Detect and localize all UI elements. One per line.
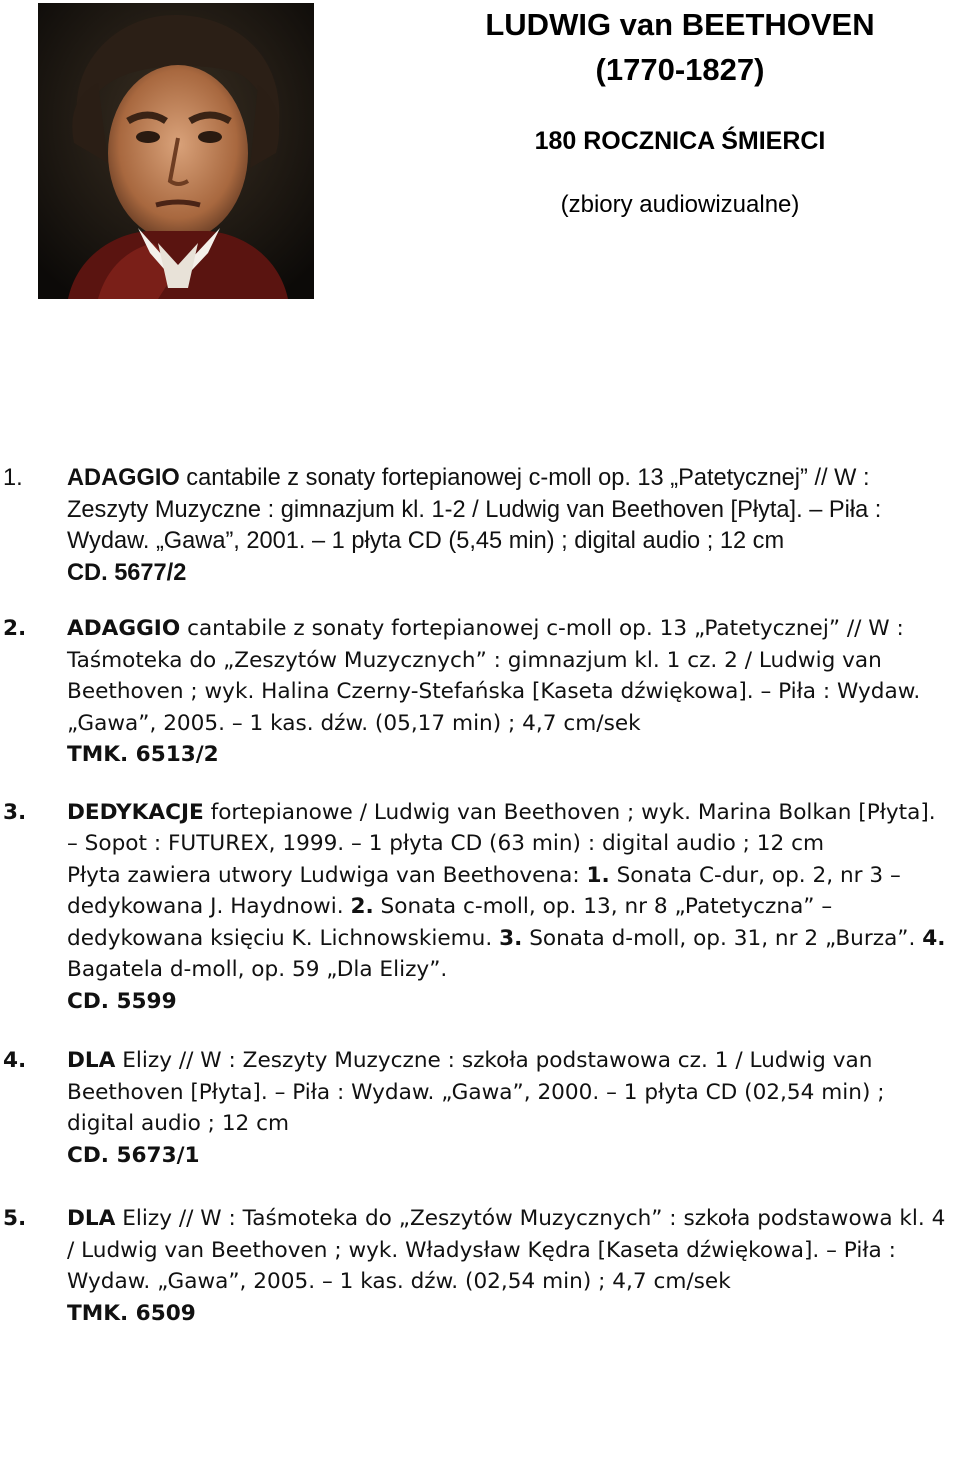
entry-call-number: TMK. 6509 (67, 1300, 196, 1326)
entry-keyword: ADAGGIO (67, 465, 180, 491)
entry-keyword: ADAGGIO (67, 616, 181, 641)
catalog-entry-5 (0, 1203, 960, 1329)
collection-note: (zbiory audiowizualne) (560, 191, 800, 218)
entry-description: cantabile z sonaty fortepianowej c-moll op. 13 „Patetycznej” // W : Zeszyty Muzyczne : gimnazjum kl. 1-2 / Ludwig van Beethoven [Płyta]. – Piła : Wydaw. „Gawa”, 2001. – 1 płyta CD (5,45 min) ; digital audio ; 12 cm (67, 465, 882, 554)
catalog-entry-3 (0, 797, 960, 1018)
catalog-entry-4 (0, 1045, 960, 1171)
catalog-list (0, 463, 960, 1329)
entry-description: cantabile z sonaty fortepianowej c-moll op. 13 „Patetycznej” // W : Taśmoteka do „Zeszytów Muzycznych” : gimnazjum kl. 1 cz. 2 / Ludwig van Beethoven ; wyk. Halina Czerny-Stefańska [Kaseta dźwiękowa]. – Piła : Wydaw. „Gawa”, 2005. – 1 kas. dźw. (05,17 min) ; 4,7 cm/sek (67, 616, 921, 736)
entry-description: fortepianowe / Ludwig van Beethoven ; wyk. Marina Bolkan [Płyta]. – Sopot : FUTUREX, 1999. – 1 płyta CD (63 min) : digital audio ; 12 cm (67, 799, 936, 856)
entry-contents: Płyta zawiera utwory Ludwiga van Beethovena: 1. Sonata C-dur, op. 2, nr 3 – dedykowana J. Haydnowi. 2. Sonata c-moll, op. 13, nr 8 „Patetyczna” – dedykowana księciu K. Lichnowskiemu. 3. Sonata d-moll, op. 31, nr 2 „Burza”. 4. Bagatela d-moll, op. 59 „Dla Elizy”. (67, 862, 946, 982)
entry-keyword: DLA (67, 1206, 116, 1231)
title-name: LUDWIG van BEETHOVEN (485, 7, 875, 42)
entry-number: 2. (3, 616, 27, 641)
entry-number: 1. (3, 465, 23, 491)
entry-call-number: TMK. 6513/2 (67, 742, 219, 767)
entry-call-number: CD. 5673/1 (67, 1142, 200, 1168)
entry-number: 5. (3, 1206, 27, 1231)
entry-description: Elizy // W : Zeszyty Muzyczne : szkoła podstawowa cz. 1 / Ludwig van Beethoven [Płyta]. – Piła : Wydaw. „Gawa”, 2000. – 1 płyta CD (02,54 min) ; digital audio ; 12 cm (67, 1048, 885, 1136)
entry-number: 3. (3, 799, 27, 825)
beethoven-portrait (38, 3, 314, 299)
document-header (470, 0, 890, 220)
entry-call-number: CD. 5599 (67, 988, 177, 1014)
catalog-entry-2 (0, 613, 960, 771)
entry-call-number: CD. 5677/2 (67, 559, 187, 586)
catalog-entry-1 (0, 463, 960, 589)
title-years: (1770-1827) (595, 52, 765, 87)
entry-number: 4. (3, 1048, 27, 1073)
entry-description: Elizy // W : Taśmoteka do „Zeszytów Muzycznych” : szkoła podstawowa kl. 4 / Ludwig van Beethoven ; wyk. Władysław Kędra [Kaseta dźwiękowa]. – Piła : Wydaw. „Gawa”, 2005. – 1 kas. dźw. (02,54 min) ; 4,7 cm/sek (67, 1206, 946, 1294)
entry-keyword: DLA (67, 1048, 116, 1073)
anniversary-subtitle: 180 ROCZNICA ŚMIERCI (534, 127, 826, 155)
entry-keyword: DEDYKACJE (67, 799, 204, 825)
